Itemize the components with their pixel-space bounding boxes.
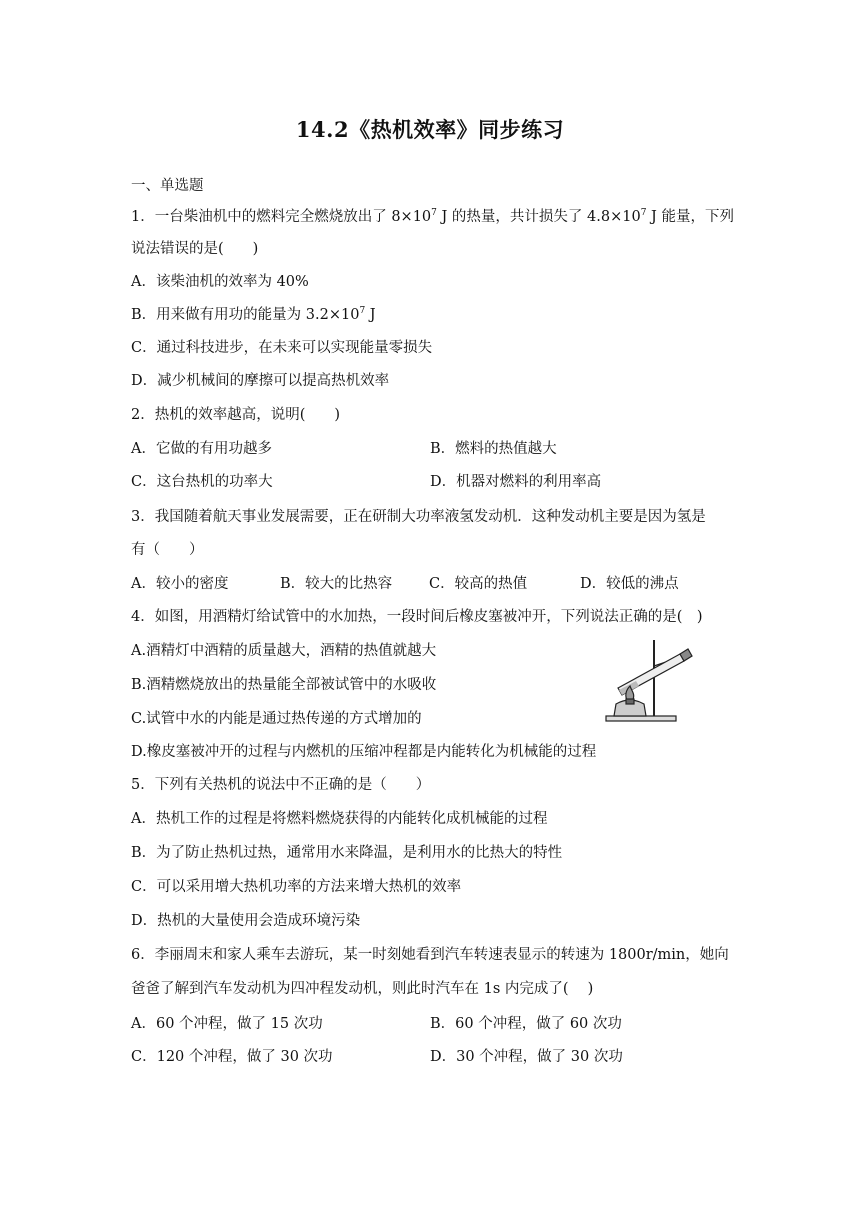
q6-stem-line2: 爸爸了解到汽车发动机为四冲程发动机，则此时汽车在 1s 内完成了( ) [131, 981, 594, 997]
q3-option-d: D．较低的沸点 [580, 576, 679, 592]
q2-stem: 2．热机的效率越高，说明( ) [131, 407, 341, 423]
q5-option-a: A．热机工作的过程是将燃料燃烧获得的内能转化成机械能的过程 [131, 811, 548, 827]
q6-option-c: C．120 个冲程，做了 30 次功 [131, 1049, 333, 1065]
q1-option-b: B．用来做有用功的能量为 $3.2\times 10^7$ J [131, 306, 376, 323]
q3-stem-line1: 3．我国随着航天事业发展需要，正在研制大功率液氢发动机．这种发动机主要是因为氢是 [131, 509, 706, 525]
q6-option-d: D．30 个冲程，做了 30 次功 [430, 1049, 623, 1065]
q3-option-c: C．较高的热值 [429, 576, 528, 592]
q1-stem-line2: 说法错误的是( ) [131, 241, 259, 257]
q2-option-b: B．燃料的热值越大 [430, 441, 557, 457]
q5-option-c: C．可以采用增大热机功率的方法来增大热机的效率 [131, 879, 462, 895]
q6-option-a: A．60 个冲程，做了 15 次功 [131, 1016, 323, 1032]
alcohol-lamp-apparatus-figure [588, 636, 706, 728]
q4-option-c: C.试管中水的内能是通过热传递的方式增加的 [131, 711, 422, 727]
q1-option-c: C．通过科技进步，在未来可以实现能量零损失 [131, 340, 433, 356]
q1-stem-line1: 1．一台柴油机中的燃料完全燃烧放出了 $8\times 10^7$ J 的热量，共计损失了 $4.8\times 10^7$ J 能量，下列 [131, 208, 734, 225]
section-heading: 一、单选题 [131, 178, 204, 194]
q4-stem: 4．如图，用酒精灯给试管中的水加热，一段时间后橡皮塞被冲开，下列说法正确的是( ) [131, 609, 703, 625]
q3-option-b: B．较大的比热容 [280, 576, 393, 592]
q3-option-a: A．较小的密度 [131, 576, 229, 592]
q1-option-d: D．减少机械间的摩擦可以提高热机效率 [131, 373, 390, 389]
q1-option-a: A．该柴油机的效率为 40% [131, 274, 309, 290]
q5-option-b: B．为了防止热机过热，通常用水来降温，是利用水的比热大的特性 [131, 845, 563, 861]
q4-option-a: A.酒精灯中酒精的质量越大，酒精的热值就越大 [131, 643, 437, 659]
page-title: 14.2《热机效率》同步练习 [295, 117, 565, 142]
q2-option-a: A．它做的有用功越多 [131, 441, 272, 457]
q4-option-b: B.酒精燃烧放出的热量能全部被试管中的水吸收 [131, 677, 437, 693]
q6-stem-line1: 6．李丽周末和家人乘车去游玩，某一时刻她看到汽车转速表显示的转速为 1800r/min，她向 [131, 947, 729, 963]
q5-option-d: D．热机的大量使用会造成环境污染 [131, 913, 361, 929]
q2-option-c: C．这台热机的功率大 [131, 474, 273, 490]
q4-option-d: D.橡皮塞被冲开的过程与内燃机的压缩冲程都是内能转化为机械能的过程 [131, 744, 597, 760]
q2-option-d: D．机器对燃料的利用率高 [430, 474, 602, 490]
q6-option-b: B．60 个冲程，做了 60 次功 [430, 1016, 622, 1032]
q5-stem: 5．下列有关热机的说法中不正确的是（ ） [131, 777, 431, 793]
q3-stem-line2: 有（ ） [131, 542, 204, 558]
